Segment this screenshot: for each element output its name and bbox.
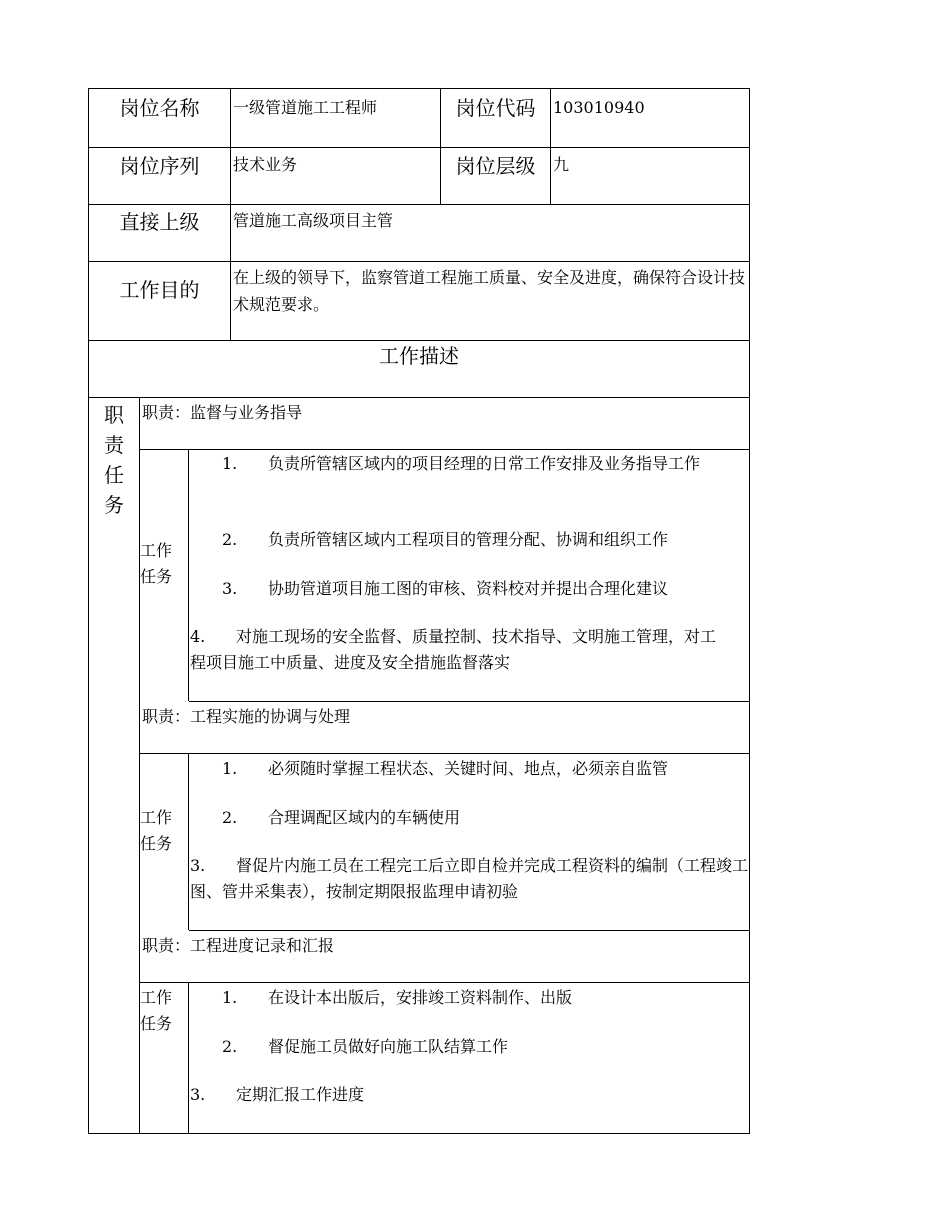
task-item (222, 576, 740, 602)
description-title: 工作描述 (379, 344, 459, 368)
job-description-sheet (88, 88, 750, 1134)
superior-value: 管道施工高级项目主管 (233, 211, 394, 230)
task-number: 3. (190, 1085, 206, 1104)
duty-title: 职责：监督与业务指导 (142, 403, 303, 422)
duty-title: 职责：工程实施的协调与处理 (142, 707, 351, 726)
task-item (222, 756, 740, 782)
level-label: 岗位层级 (455, 154, 536, 178)
task-text: 必须随时掌握工程状态、关键时间、地点，必须亲自监管 (268, 759, 669, 778)
grid-line (139, 753, 750, 754)
grid-line (749, 88, 750, 1134)
task-text: 督促施工员做好向施工队结算工作 (268, 1037, 509, 1056)
grid-line (139, 449, 750, 450)
task-text: 对施工现场的安全监督、质量控制、技术指导、文明施工管理，对工程项目施工中质量、进度及安全措施监督落实 (190, 627, 717, 672)
task-item (222, 985, 740, 1011)
task-number: 2. (222, 808, 238, 827)
task-text: 在设计本出版后，安排竣工资料制作、出版 (268, 988, 573, 1007)
task-number: 2. (222, 1037, 238, 1056)
purpose-label: 工作目的 (119, 278, 200, 302)
grid-line (88, 340, 750, 341)
task-number: 3. (222, 579, 238, 598)
position-code-value: 103010940 (553, 98, 645, 117)
task-text: 负责所管辖区域内工程项目的管理分配、协调和组织工作 (268, 530, 669, 549)
grid-line (189, 930, 750, 931)
task-text: 合理调配区域内的车辆使用 (268, 808, 461, 827)
grid-line (88, 88, 89, 1134)
grid-line (189, 701, 750, 702)
task-number: 1. (222, 759, 238, 778)
task-number: 1. (222, 454, 238, 473)
level-value: 九 (553, 155, 570, 174)
duty-section-label: 职责任务 (104, 403, 124, 517)
task-number: 3. (190, 856, 206, 875)
task-item (190, 1082, 728, 1108)
task-item (222, 1034, 740, 1060)
task-text: 定期汇报工作进度 (236, 1085, 365, 1104)
grid-line (188, 449, 189, 701)
grid-line (88, 397, 750, 398)
position-name-label: 岗位名称 (119, 96, 200, 120)
task-item (222, 451, 740, 477)
task-item (222, 805, 740, 831)
task-item (190, 853, 748, 905)
task-number: 2. (222, 530, 238, 549)
grid-line (139, 982, 750, 983)
task-text: 负责所管辖区域内的项目经理的日常工作安排及业务指导工作 (268, 454, 701, 473)
task-item (190, 624, 728, 676)
position-name-value: 一级管道施工工程师 (233, 98, 378, 117)
grid-line (188, 753, 189, 930)
task-text: 协助管道项目施工图的审核、资料校对并提出合理化建议 (268, 579, 669, 598)
duty-title: 职责：工程进度记录和汇报 (142, 936, 335, 955)
superior-label: 直接上级 (119, 210, 200, 234)
task-text: 督促片内施工员在工程完工后立即自检并完成工程资料的编制（工程竣工图、管井采集表），按制定期限报监理申请初验 (190, 856, 749, 901)
task-item (222, 527, 740, 553)
task-label: 工作任务 (140, 808, 173, 853)
grid-line (188, 982, 189, 1134)
sequence-label: 岗位序列 (119, 154, 200, 178)
task-label: 工作任务 (140, 541, 173, 586)
task-number: 1. (222, 988, 238, 1007)
sequence-value: 技术业务 (233, 155, 298, 174)
task-number: 4. (190, 627, 206, 646)
purpose-value: 在上级的领导下，监察管道工程施工质量、安全及进度，确保符合设计技术规范要求。 (233, 268, 746, 314)
task-label: 工作任务 (140, 988, 173, 1033)
position-code-label: 岗位代码 (455, 96, 536, 120)
grid-line (88, 261, 750, 262)
